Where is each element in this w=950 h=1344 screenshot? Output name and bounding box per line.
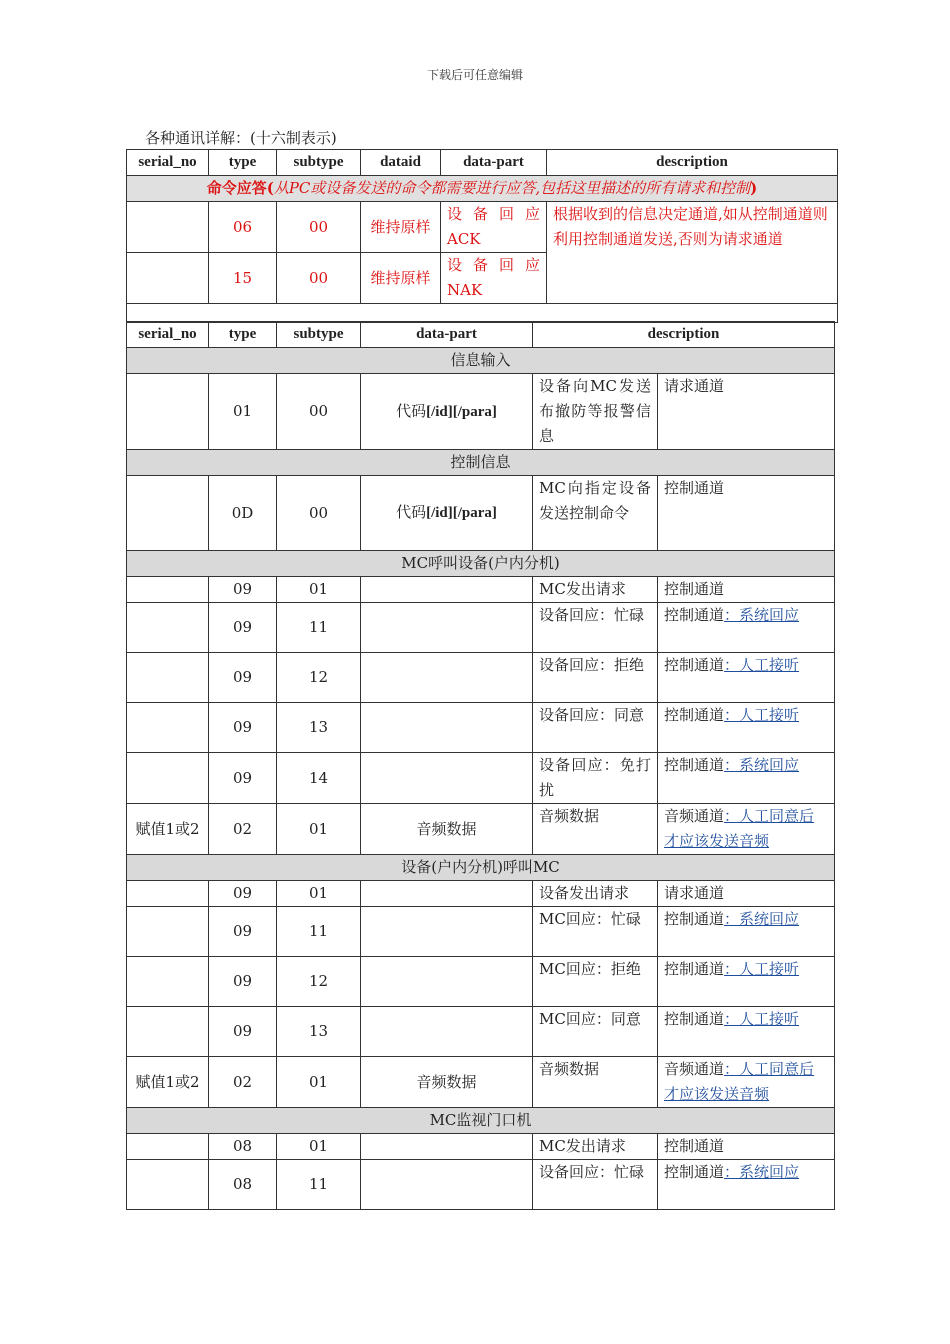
page-header-note: 下载后可任意编辑 [426,68,523,82]
description-cell: 音频数据 [533,1057,658,1108]
serial-cell [127,603,209,653]
intro-text: 各种通讯详解：(十六制表示) [145,129,337,147]
section-header-row [127,450,835,476]
data-part-cell [361,881,533,907]
table-row [127,1007,835,1057]
table-row [127,653,835,703]
subtype-cell: 12 [277,957,361,1007]
merged-description-cell: 根据收到的信息决定通道,如从控制通道则利用控制通道发送,否则为请求通道 [547,202,838,304]
channel-cell: 请求通道 [658,881,835,907]
subtype-cell: 13 [277,703,361,753]
table-row [127,804,835,855]
subtype-cell: 01 [277,804,361,855]
type-cell: 09 [209,653,277,703]
table-header-row [127,322,835,348]
description-cell: 设备回应：免打扰 [533,753,658,804]
subtype-cell: 00 [277,476,361,551]
subtype-cell: 12 [277,653,361,703]
table-row [127,1134,835,1160]
table-row [127,907,835,957]
table-row [127,1160,835,1210]
type-cell: 06 [209,202,277,253]
type-cell: 09 [209,907,277,957]
channel-cell: 控制通道：系统回应 [658,907,835,957]
table-row [127,603,835,653]
data-part-cell [361,753,533,804]
channel-cell: 控制通道 [658,476,835,551]
serial-cell: 赋值1或2 [127,804,209,855]
table-row [127,476,835,551]
description-cell: MC回应：同意 [533,1007,658,1057]
description-cell: 设备发出请求 [533,881,658,907]
type-cell: 02 [209,804,277,855]
section-title: 信息输入 [127,348,835,374]
channel-cell: 音频通道：人工同意后才应该发送音频 [658,804,835,855]
description-cell: 设备回应：同意 [533,703,658,753]
table-row [127,1057,835,1108]
channel-cell: 控制通道：人工接听 [658,957,835,1007]
header-serial-no: serial_no [127,150,209,176]
serial-cell [127,253,209,304]
type-cell: 09 [209,703,277,753]
type-cell: 15 [209,253,277,304]
description-cell: 音频数据 [533,804,658,855]
serial-cell [127,1134,209,1160]
section-header-row [127,176,838,202]
data-part-cell [361,577,533,603]
data-part-cell: 设 备 回 应 ACK [441,202,547,253]
data-part-cell [361,907,533,957]
subtype-cell: 00 [277,202,361,253]
serial-cell [127,1007,209,1057]
type-cell: 01 [209,374,277,450]
header-serial-no: serial_no [127,322,209,348]
type-cell: 09 [209,1007,277,1057]
dataid-cell: 维持原样 [361,202,441,253]
serial-cell [127,1160,209,1210]
data-part-cell [361,1007,533,1057]
section-header-row [127,551,835,577]
description-cell: 设备回应：拒绝 [533,653,658,703]
header-data-part: data-part [361,322,533,348]
data-part-cell: 音频数据 [361,1057,533,1108]
table-row [127,753,835,804]
section-header-row [127,855,835,881]
serial-cell [127,753,209,804]
channel-cell: 音频通道：人工同意后才应该发送音频 [658,1057,835,1108]
description-cell: MC发出请求 [533,577,658,603]
data-part-cell [361,703,533,753]
spacer-row [127,304,838,323]
description-cell: 设备回应：忙碌 [533,603,658,653]
description-cell: 设备向MC发送布撤防等报警信息 [533,374,658,450]
serial-cell [127,653,209,703]
channel-cell: 控制通道 [658,577,835,603]
header-type: type [209,150,277,176]
command-ack-table [126,149,838,323]
channel-cell: 控制通道：人工接听 [658,1007,835,1057]
description-cell: MC回应：忙碌 [533,907,658,957]
type-cell: 02 [209,1057,277,1108]
type-cell: 08 [209,1160,277,1210]
subtype-cell: 01 [277,881,361,907]
data-part-cell [361,603,533,653]
serial-cell: 赋值1或2 [127,1057,209,1108]
subtype-cell: 11 [277,907,361,957]
description-cell: 设备回应：忙碌 [533,1160,658,1210]
subtype-cell: 01 [277,577,361,603]
channel-cell: 控制通道：人工接听 [658,703,835,753]
description-cell: MC发出请求 [533,1134,658,1160]
channel-cell: 请求通道 [658,374,835,450]
communication-detail-table [126,321,835,1210]
type-cell: 09 [209,577,277,603]
section-title-command-ack: 命令应答(从PC或设备发送的命令都需要进行应答,包括这里描述的所有请求和控制) [127,176,838,202]
section-header-row [127,1108,835,1134]
data-part-cell: 设 备 回 应 NAK [441,253,547,304]
data-part-cell: 音频数据 [361,804,533,855]
data-part-cell [361,1134,533,1160]
type-cell: 0D [209,476,277,551]
header-dataid: dataid [361,150,441,176]
type-cell: 09 [209,957,277,1007]
channel-cell: 控制通道 [658,1134,835,1160]
header-description: description [533,322,835,348]
channel-cell: 控制通道：人工接听 [658,653,835,703]
data-part-cell: 代码[/id][/para] [361,374,533,450]
subtype-cell: 00 [277,253,361,304]
channel-cell: 控制通道：系统回应 [658,1160,835,1210]
section-title: MC监视门口机 [127,1108,835,1134]
table-row [127,881,835,907]
type-cell: 09 [209,881,277,907]
subtype-cell: 01 [277,1057,361,1108]
subtype-cell: 11 [277,1160,361,1210]
data-part-cell: 代码[/id][/para] [361,476,533,551]
data-part-cell [361,957,533,1007]
type-cell: 09 [209,753,277,804]
subtype-cell: 00 [277,374,361,450]
table-row [127,703,835,753]
subtype-cell: 13 [277,1007,361,1057]
dataid-cell: 维持原样 [361,253,441,304]
section-title: 设备(户内分机)呼叫MC [127,855,835,881]
serial-cell [127,577,209,603]
type-cell: 08 [209,1134,277,1160]
table-row [127,577,835,603]
header-subtype: subtype [277,150,361,176]
serial-cell [127,202,209,253]
serial-cell [127,907,209,957]
serial-cell [127,703,209,753]
data-part-cell [361,653,533,703]
table-row [127,957,835,1007]
description-cell: MC回应：拒绝 [533,957,658,1007]
section-title: 控制信息 [127,450,835,476]
data-part-cell [361,1160,533,1210]
table-row [127,374,835,450]
spacer-cell [127,304,838,323]
section-title: MC呼叫设备(户内分机) [127,551,835,577]
header-type: type [209,322,277,348]
serial-cell [127,476,209,551]
header-description: description [547,150,838,176]
subtype-cell: 14 [277,753,361,804]
header-subtype: subtype [277,322,361,348]
description-cell: MC向指定设备发送控制命令 [533,476,658,551]
table-header-row [127,150,838,176]
type-cell: 09 [209,603,277,653]
serial-cell [127,374,209,450]
subtype-cell: 01 [277,1134,361,1160]
serial-cell [127,957,209,1007]
section-header-row [127,348,835,374]
table-row [127,202,838,253]
subtype-cell: 11 [277,603,361,653]
channel-cell: 控制通道：系统回应 [658,603,835,653]
channel-cell: 控制通道：系统回应 [658,753,835,804]
serial-cell [127,881,209,907]
header-data-part: data-part [441,150,547,176]
